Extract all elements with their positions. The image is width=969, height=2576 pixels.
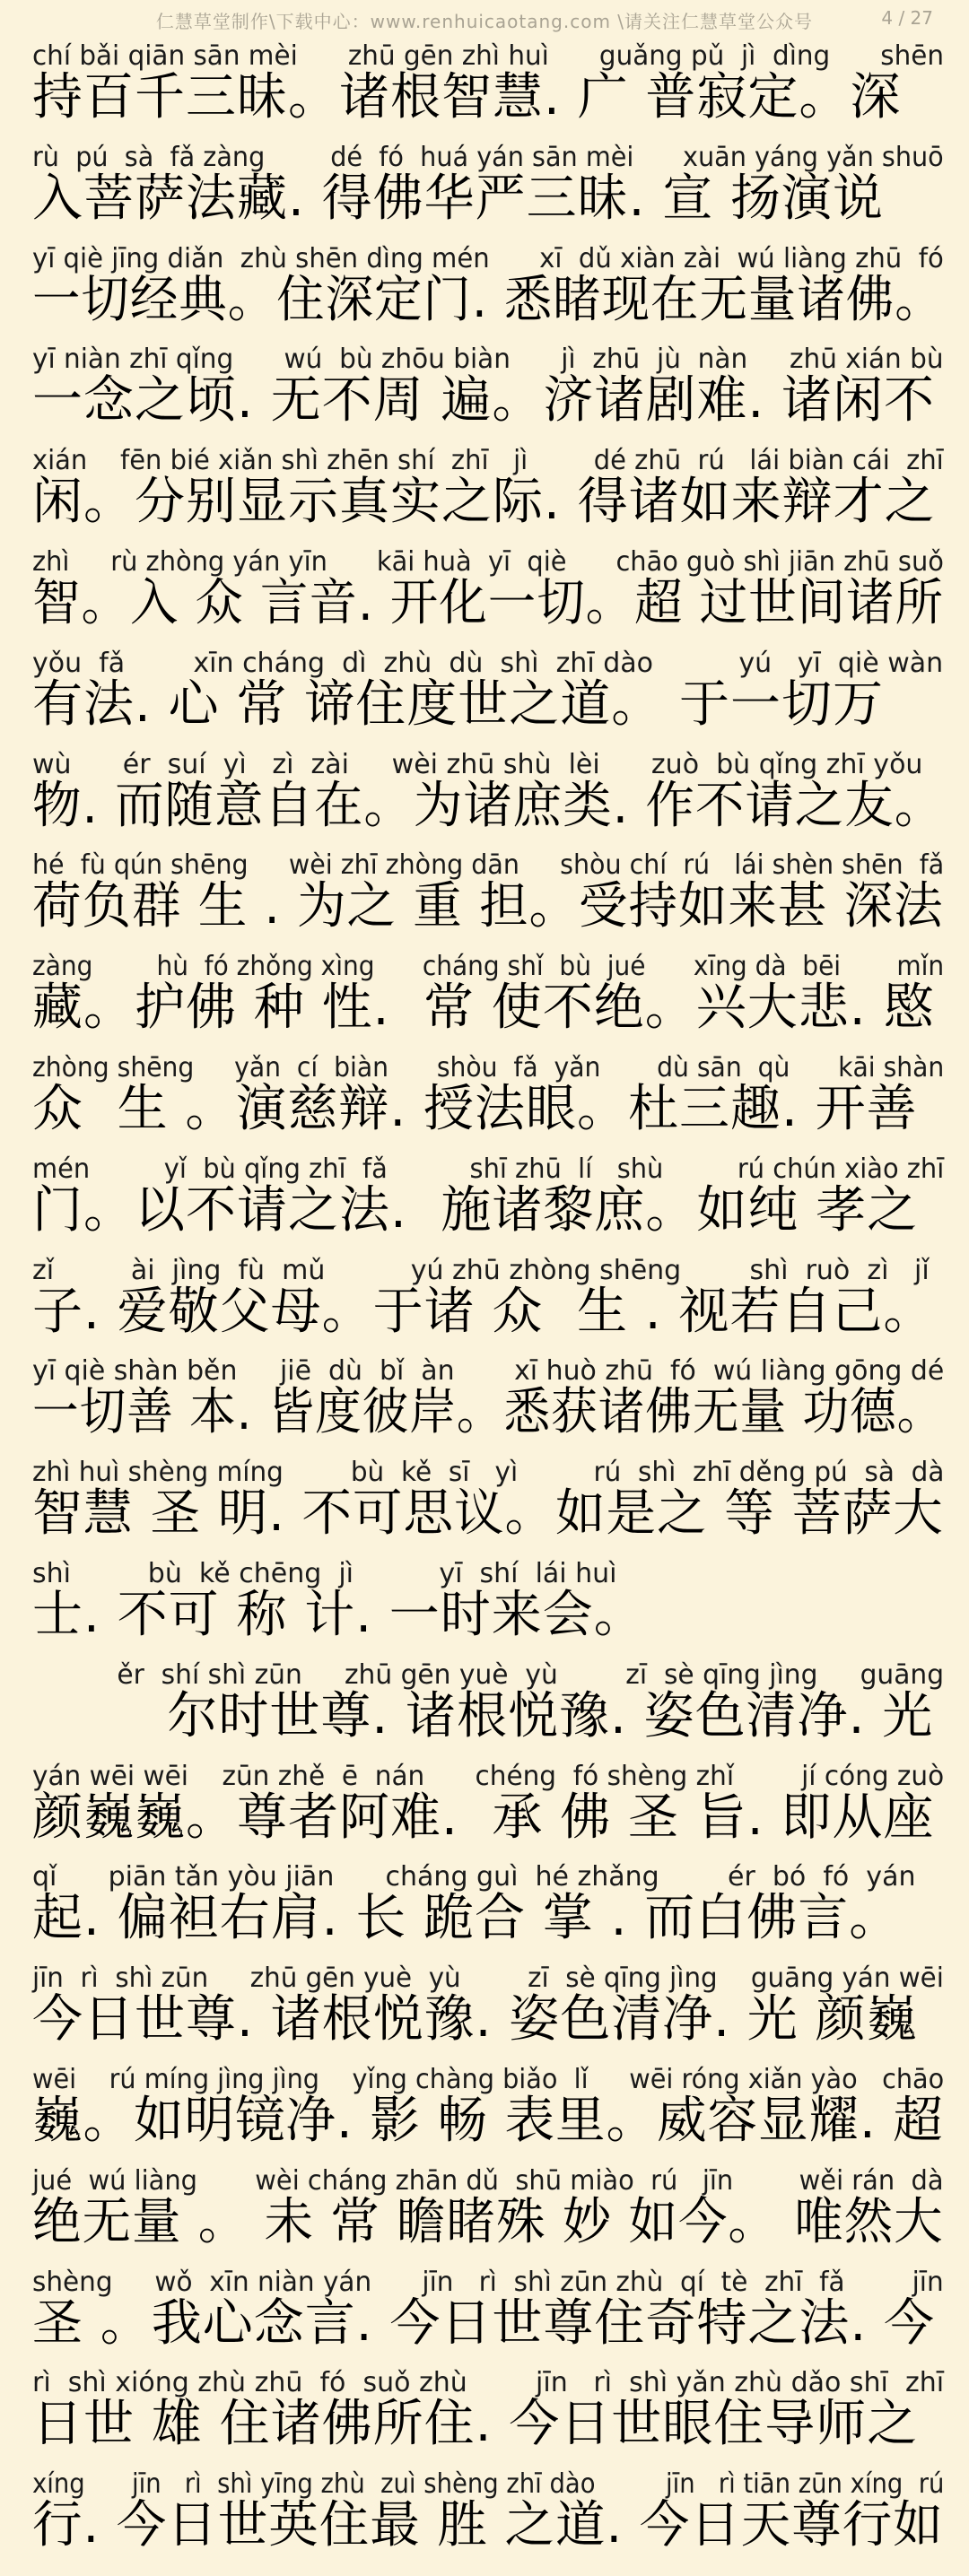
text-line <box>0 2058 969 2159</box>
text-line <box>0 843 969 944</box>
text-line <box>0 135 969 237</box>
text-line <box>0 337 969 439</box>
text-line <box>0 34 969 135</box>
chinese-text: 门。以不请之法. 施诸黎庶。如纯 孝之 <box>32 1180 919 1240</box>
chinese-text: 物. 而随意自在。为诸庶类. 作不请之友。 <box>32 776 945 835</box>
pinyin-annotation: wēi rú míng jìng jìng yǐng chàng biǎo lǐ wēi róng xiǎn yào chāo <box>32 2063 945 2095</box>
pinyin-annotation: rù pú sà fǎ zàng dé fó huá yán sān mèi xuān yáng yǎn shuō <box>32 141 944 173</box>
chinese-text: 今日世尊. 诸根悦豫. 姿色清净. 光 颜巍 <box>32 1990 918 2049</box>
chinese-text: 闲。分别显示真实之际. 得诸如来辩才之 <box>32 473 936 532</box>
chinese-text: 智慧 圣 明. 不可思议。如是之 等 菩萨大 <box>32 1484 944 1544</box>
text-line <box>0 1855 969 1956</box>
pinyin-annotation: jīn rì shì zūn zhū gēn yuè yù zī sè qīng jìng guāng yán wēi <box>32 1962 944 1995</box>
pinyin-annotation: shèng wǒ xīn niàn yán jīn rì shì zūn zhù qí tè zhī fǎ jīn <box>32 2266 944 2298</box>
chinese-text: 荷负群 生 . 为之 重 担。受持如来甚 深法 <box>32 877 944 936</box>
text-line <box>0 1754 969 1856</box>
chinese-text: 行. 今日世英住最 胜 之道. 今日天尊行如 <box>32 2496 944 2555</box>
chinese-text: 绝无量 。 未 常 瞻睹殊 妙 如今。 唯然大 <box>32 2192 944 2251</box>
text-line <box>0 641 969 743</box>
chinese-text: 藏。护佛 种 性. 常 使不绝。兴大悲. 愍 <box>32 979 935 1038</box>
text-line <box>0 2462 969 2563</box>
pinyin-annotation: zhì rù zhòng yán yīn kāi huà yī qiè chāo guò shì jiān zhū suǒ <box>32 545 944 578</box>
text-line <box>0 1956 969 2058</box>
pinyin-annotation: zàng hù fó zhǒng xìng cháng shǐ bù jué xīng dà bēi mǐn <box>32 951 945 983</box>
text-line <box>0 1147 969 1249</box>
pinyin-annotation: yī niàn zhī qǐng wú bù zhōu biàn jì zhū jù nàn zhū xián bù <box>32 344 944 376</box>
chinese-text: 入菩萨法藏. 得佛华严三昧. 宣 扬演说 <box>32 169 885 228</box>
pinyin-annotation: yǒu fǎ xīn cháng dì zhù dù shì zhī dào yú yī qiè wàn <box>32 647 944 679</box>
pinyin-annotation: ěr shí shì zūn zhū gēn yuè yù zī sè qīng jìng guāng <box>32 1658 945 1691</box>
pinyin-annotation: mén yǐ bù qǐng zhī fǎ shī zhū lí shù rú chún xiào zhī <box>32 1153 945 1185</box>
text-line <box>0 2361 969 2462</box>
chinese-text: 巍。如明镜净. 影 畅 表里。威容显耀. 超 <box>32 2091 944 2150</box>
chinese-text: 日世 雄 住诸佛所住. 今日世眼住导师之 <box>32 2395 919 2454</box>
chinese-text: 士. 不可 称 计. 一时来会。 <box>32 1585 645 1644</box>
text-line <box>0 743 969 844</box>
pinyin-annotation: zǐ ài jìng fù mǔ yú zhū zhòng shēng shì ruò zì jǐ <box>32 1254 930 1286</box>
pinyin-annotation: zhì huì shèng míng bù kě sī yì rú shì zhī děng pú sà dà <box>32 1457 945 1489</box>
pinyin-annotation: shì bù kě chēng jì yī shí lái huì <box>32 1557 617 1589</box>
chinese-text: 子. 爱敬父母。于诸 众 生 . 视若自己。 <box>32 1282 935 1341</box>
chinese-text: 智。入 众 言音. 开化一切。超 过世间诸所 <box>32 573 945 632</box>
text-line <box>0 1450 969 1552</box>
chinese-text: 一切经典。住深定门. 悉睹现在无量诸佛。 <box>32 270 944 329</box>
chinese-text: 有法. 心 常 谛住度世之道。 于一切万 <box>32 674 885 734</box>
text-line <box>0 1552 969 1653</box>
text-line <box>0 439 969 540</box>
chinese-text: 起. 偏袒右肩. 长 跪合 掌 . 而白佛言。 <box>32 1889 901 1948</box>
pinyin-annotation: chí bǎi qiān sān mèi zhū gēn zhì huì guǎng pǔ jì dìng shēn <box>32 40 945 72</box>
text-line <box>0 2260 969 2362</box>
chinese-text: 众 生 。演慈辩. 授法眼。杜三趣. 开善 <box>32 1079 918 1138</box>
pinyin-annotation: zhòng shēng yǎn cí biàn shòu fǎ yǎn dù sān qù kāi shàn <box>32 1051 945 1083</box>
text-line <box>0 944 969 1046</box>
chinese-text: 颜巍巍。尊者阿难. 承 佛 圣 旨. 即从座 <box>32 1788 935 1847</box>
chinese-text: 持百千三昧。诸根智慧. 广 普寂定。深 <box>32 68 902 126</box>
text-line <box>0 1249 969 1350</box>
pinyin-annotation: jué wú liàng wèi cháng zhān dǔ shū miào rú jīn wěi rán dà <box>32 2164 944 2197</box>
chinese-text: 一念之顷. 无不周 遍。济诸剧难. 诸闲不 <box>32 371 936 431</box>
text-line <box>0 1046 969 1147</box>
chinese-text: 圣 。我心念言. 今日世尊住奇特之法. 今 <box>32 2293 936 2353</box>
chinese-text: 一切善 本. 皆度彼岸。悉获诸佛无量 功德。 <box>32 1383 945 1442</box>
pinyin-annotation: yī qiè jīng diǎn zhù shēn dìng mén xī dǔ xiàn zài wú liàng zhū fó <box>32 242 944 274</box>
text-line <box>0 237 969 338</box>
pinyin-annotation: xián fēn bié xiǎn shì zhēn shí zhī jì dé zhū rú lái biàn cái zhī <box>32 445 944 477</box>
pinyin-annotation: hé fù qún shēng wèi zhī zhòng dān shòu chí rú lái shèn shēn fǎ <box>32 849 945 882</box>
pinyin-annotation: rì shì xióng zhù zhū fó suǒ zhù jīn rì shì yǎn zhù dǎo shī zhī <box>32 2367 945 2399</box>
pinyin-annotation: yán wēi wēi zūn zhě ē nán chéng fó shèng zhǐ jí cóng zuò <box>32 1760 945 1792</box>
text-line <box>0 1653 969 1754</box>
chinese-text: 尔时世尊. 诸根悦豫. 姿色清净. 光 <box>32 1686 934 1745</box>
text-line <box>0 2159 969 2260</box>
pinyin-annotation: xíng jīn rì shì yīng zhù zuì shèng zhī dào jīn rì tiān zūn xíng rú <box>32 2468 945 2501</box>
pinyin-annotation: qǐ piān tǎn yòu jiān cháng guì hé zhǎng ér bó fó yán <box>32 1861 916 1893</box>
scripture-text <box>0 34 969 2563</box>
pinyin-annotation: yī qiè shàn běn jiē dù bǐ àn xī huò zhū fó wú liàng gōng dé <box>32 1355 945 1388</box>
pinyin-annotation: wù ér suí yì zì zài wèi zhū shù lèi zuò bù qǐng zhī yǒu <box>32 748 923 780</box>
text-line <box>0 540 969 641</box>
header-info-text: 仁慧草堂制作\下载中心：www.renhuicaotang.com \请关注仁慧草堂公众号 <box>155 11 814 32</box>
text-line <box>0 1349 969 1450</box>
page-number: 4 / 27 <box>881 7 933 29</box>
